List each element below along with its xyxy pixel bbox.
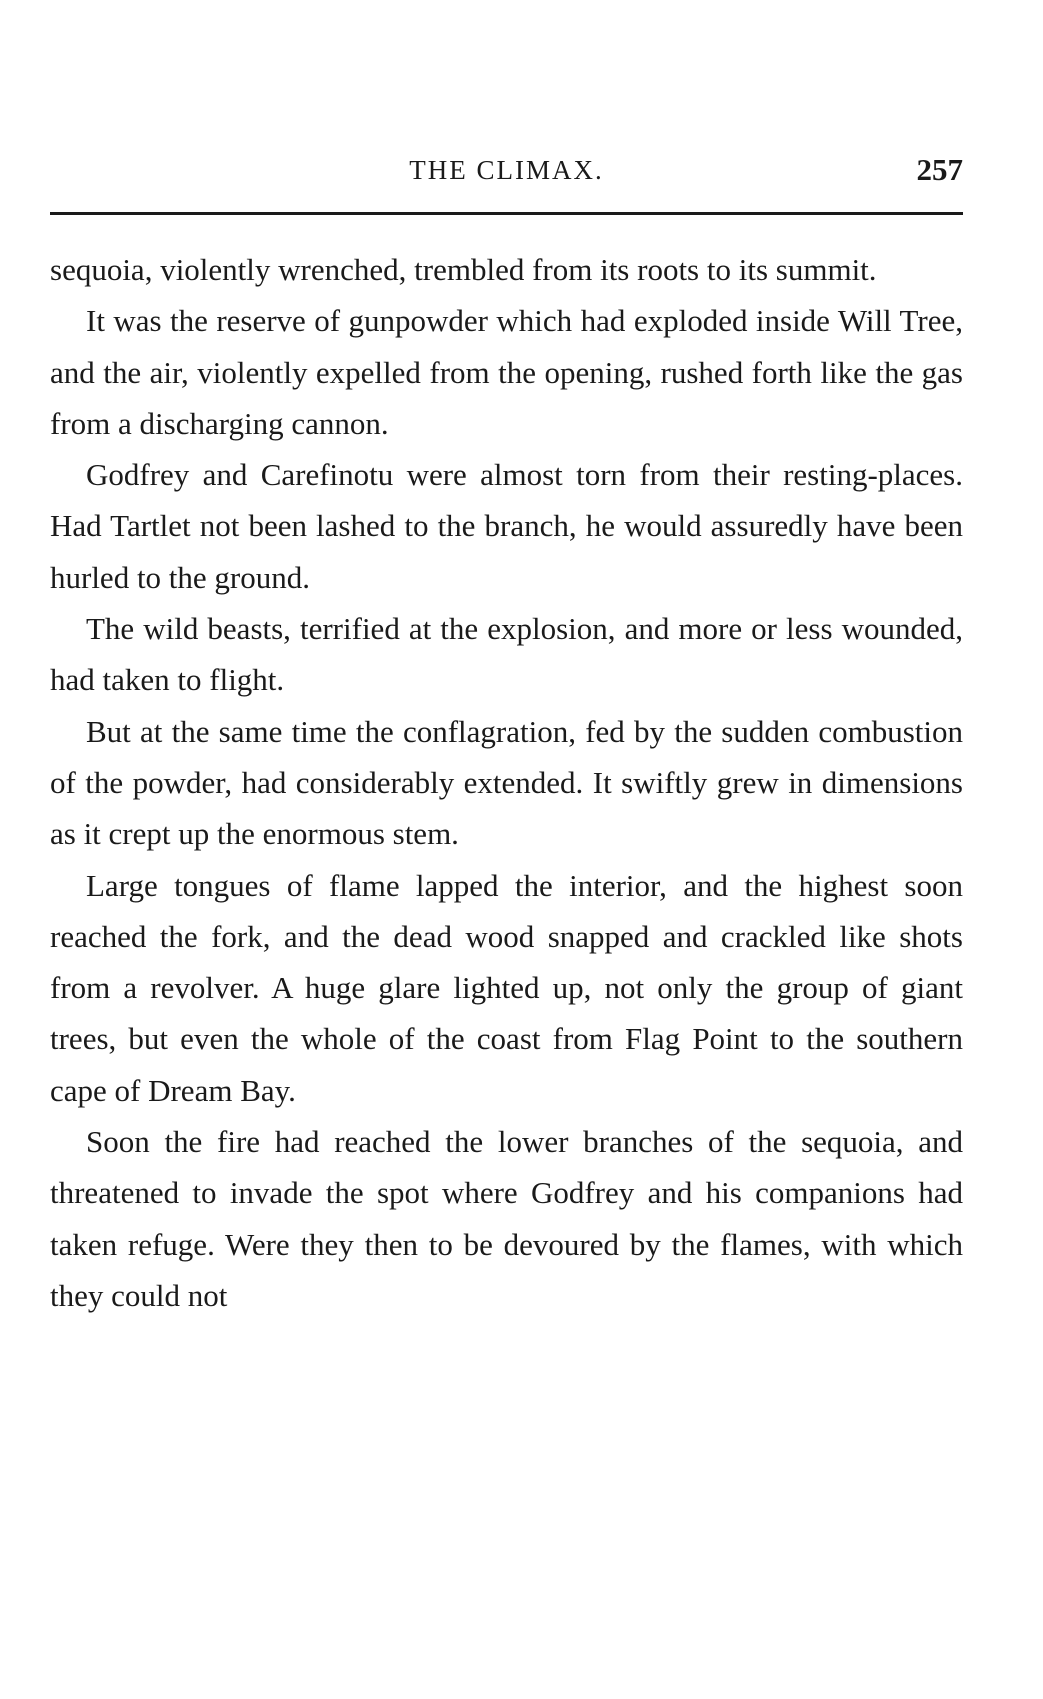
- paragraph: But at the same time the conflagration, fed by the sudden combustion of the powder, had considerably extended. It swiftly grew in dimensions as it crept up the enormous stem.: [50, 713, 963, 852]
- page-number: 257: [916, 152, 963, 187]
- paragraph: It was the reserve of gunpowder which had exploded inside Will Tree, and the air, violently expelled from the opening, rushed forth like the gas from a discharging cannon.: [50, 303, 963, 441]
- running-title: THE CLIMAX.: [409, 155, 604, 185]
- header-rule: [50, 212, 963, 215]
- paragraph: The wild beasts, terrified at the explosion, and more or less wounded, had taken to flight.: [50, 611, 963, 698]
- paragraph: Soon the fire had reached the lower branches of the sequoia, and threatened to invade the spot where Godfrey and his companions had taken refuge. Were they then to be devoured by the flames, with which they could not: [50, 1124, 963, 1313]
- paragraph-continued: sequoia, violently wrenched, trembled from its roots to its summit.: [50, 252, 877, 287]
- paragraph: Large tongues of flame lapped the interior, and the highest soon reached the fork, and the dead wood snapped and crackled like shots from a revolver. A huge glare lighted up, not only the group of giant trees, but even the whole of the coast from Flag Point to the southern cape of Dream Bay.: [50, 867, 963, 1108]
- body-text: [50, 244, 963, 1321]
- running-head: [50, 150, 963, 190]
- paragraph: Godfrey and Carefinotu were almost torn from their resting-places. Had Tartlet not been lashed to the branch, he would assuredly have been hurled to the ground.: [50, 457, 963, 595]
